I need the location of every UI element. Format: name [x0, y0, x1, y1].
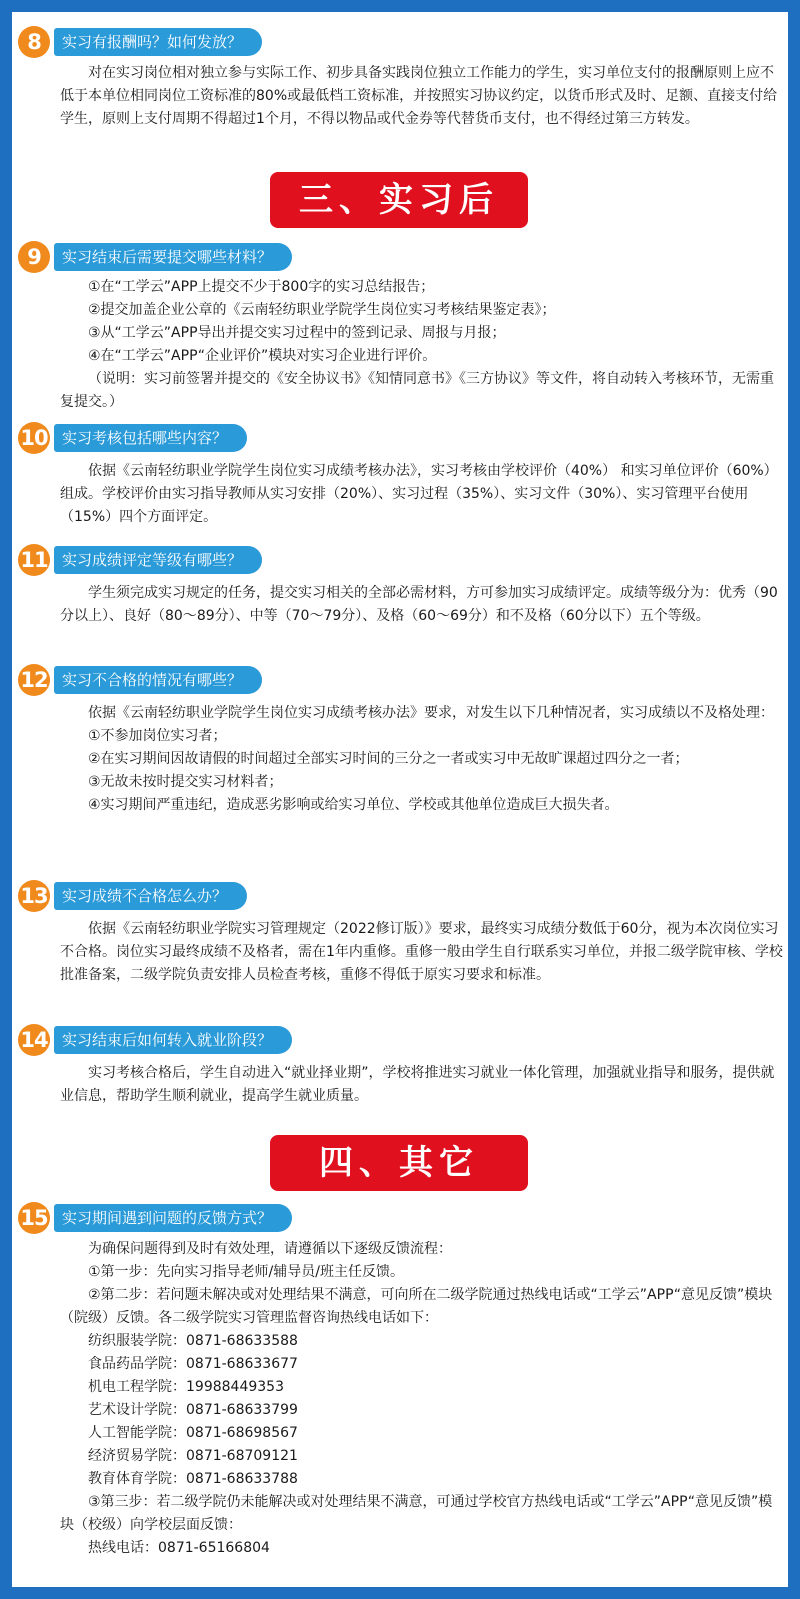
- question-title: 实习成绩不合格怎么办？: [54, 882, 247, 910]
- answer-note: （说明：实习前签署并提交的《安全协议书》《知情同意书》《三方协议》等文件，将自动转入考核环节，无需重复提交。）: [60, 371, 774, 410]
- answer-paragraph: 为确保问题得到及时有效处理，请遵循以下逐级反馈流程：: [88, 1241, 452, 1257]
- question-number-badge: 10: [18, 422, 50, 454]
- hotline-mechatronics-college: 机电工程学院：19988449353: [88, 1379, 284, 1395]
- school-hotline: 热线电话：0871-65166804: [88, 1540, 270, 1556]
- question-number-badge: 9: [18, 241, 50, 273]
- answer-item: ④在“工学云”APP“企业评价”模块对实习企业进行评价。: [88, 348, 437, 364]
- answer-step-3: ③第三步：若二级学院仍未能解决或对处理结果不满意，可通过学校官方热线电话或“工学云”APP“意见反馈”模块（校级）向学校层面反馈：: [60, 1494, 773, 1533]
- question-number-badge: 15: [18, 1202, 50, 1234]
- answer-paragraph: 依据《云南轻纺职业学院实习管理规定（2022修订版）》要求，最终实习成绩分数低于60分，视为本次岗位实习不合格。岗位实习最终成绩不及格者，需在1年内重修。重修一般由学生自行联系实习单位，并报二级学院审核、学校批准备案，二级学院负责安排人员检查考核，重修不得低于原实习要求和标准。: [60, 921, 783, 983]
- answer-item: ②提交加盖企业公章的《云南轻纺职业学院学生岗位实习考核结果鉴定表》；: [88, 302, 556, 318]
- answer-15: [60, 1238, 784, 1560]
- answer-item: ④实习期间严重违纪，造成恶劣影响或给实习单位、学校或其他单位造成巨大损失者。: [88, 797, 619, 813]
- answer-14: [60, 1062, 784, 1108]
- question-title: 实习考核包括哪些内容？: [54, 424, 247, 452]
- answer-paragraph: 依据《云南轻纺职业学院学生岗位实习成绩考核办法》要求，对发生以下几种情况者，实习成绩以不及格处理：: [88, 705, 774, 721]
- hotline-education-sports-college: 教育体育学院：0871-68633788: [88, 1471, 298, 1487]
- hotline-textile-college: 纺织服装学院：0871-68633588: [88, 1333, 298, 1349]
- question-number-badge: 14: [18, 1024, 50, 1056]
- answer-11: [60, 582, 784, 628]
- question-number-badge: 11: [18, 544, 50, 576]
- hotline-food-drug-college: 食品药品学院：0871-68633677: [88, 1356, 298, 1372]
- answer-item: ②在实习期间因故请假的时间超过全部实习时间的三分之一者或实习中无故旷课超过四分之一者；: [88, 751, 689, 767]
- answer-step-2: ②第二步：若问题未解决或对处理结果不满意，可向所在二级学院通过热线电话或“工学云”APP“意见反馈”模块（院级）反馈。各二级学院实习管理监督咨询热线电话如下：: [60, 1287, 773, 1326]
- question-title: 实习结束后需要提交哪些材料？: [54, 243, 292, 271]
- answer-item: ①在“工学云”APP上提交不少于800字的实习总结报告；: [88, 279, 435, 295]
- hotline-economics-trade-college: 经济贸易学院：0871-68709121: [88, 1448, 298, 1464]
- question-title: 实习结束后如何转入就业阶段？: [54, 1026, 292, 1054]
- question-title: 实习有报酬吗？如何发放？: [54, 28, 262, 56]
- hotline-art-design-college: 艺术设计学院：0871-68633799: [88, 1402, 298, 1418]
- answer-item: ①不参加岗位实习者；: [88, 728, 227, 744]
- poster-page: [12, 12, 788, 1587]
- answer-item: ③无故未按时提交实习材料者；: [88, 774, 283, 790]
- question-number-badge: 8: [18, 26, 50, 58]
- answer-8: [60, 62, 784, 131]
- hotline-ai-college: 人工智能学院：0871-68698567: [88, 1425, 298, 1441]
- section-banner-other: 四、其它: [270, 1135, 528, 1191]
- answer-paragraph: 对在实习岗位相对独立参与实际工作、初步具备实践岗位独立工作能力的学生，实习单位支付的报酬原则上应不低于本单位相同岗位工资标准的80%或最低档工资标准，并按照实习协议约定，以货币形式及时、足额、直接支付给学生，原则上支付周期不得超过1个月，不得以物品或代金券等代替货币支付，也不得经过第三方转发。: [60, 65, 778, 127]
- answer-12: [60, 702, 784, 817]
- section-banner-after-internship: 三、实习后: [270, 172, 528, 228]
- answer-10: [60, 460, 784, 529]
- answer-paragraph: 实习考核合格后，学生自动进入“就业择业期”，学校将推进实习就业一体化管理，加强就业指导和服务，提供就业信息，帮助学生顺利就业，提高学生就业质量。: [60, 1065, 775, 1104]
- question-number-badge: 13: [18, 880, 50, 912]
- answer-13: [60, 918, 784, 987]
- answer-paragraph: 依据《云南轻纺职业学院学生岗位实习成绩考核办法》，实习考核由学校评价（40%） 和实习单位评价（60%） 组成。学校评价由实习指导教师从实习安排（20%）、实习过程（35%）、实习文件（30%）、实习管理平台使用（15%）四个方面评定。: [60, 463, 778, 525]
- question-number-badge: 12: [18, 664, 50, 696]
- answer-9: [60, 276, 784, 414]
- answer-item: ③从“工学云”APP导出并提交实习过程中的签到记录、周报与月报；: [88, 325, 506, 341]
- question-title: 实习成绩评定等级有哪些？: [54, 546, 262, 574]
- answer-step-1: ①第一步：先向实习指导老师/辅导员/班主任反馈。: [88, 1264, 404, 1280]
- answer-paragraph: 学生须完成实习规定的任务，提交实习相关的全部必需材料，方可参加实习成绩评定。成绩等级分为：优秀（90分以上）、良好（80～89分）、中等（70～79分）、及格（60～69分）和不及格（60分以下）五个等级。: [60, 585, 778, 624]
- question-title: 实习期间遇到问题的反馈方式？: [54, 1204, 292, 1232]
- question-title: 实习不合格的情况有哪些？: [54, 666, 262, 694]
